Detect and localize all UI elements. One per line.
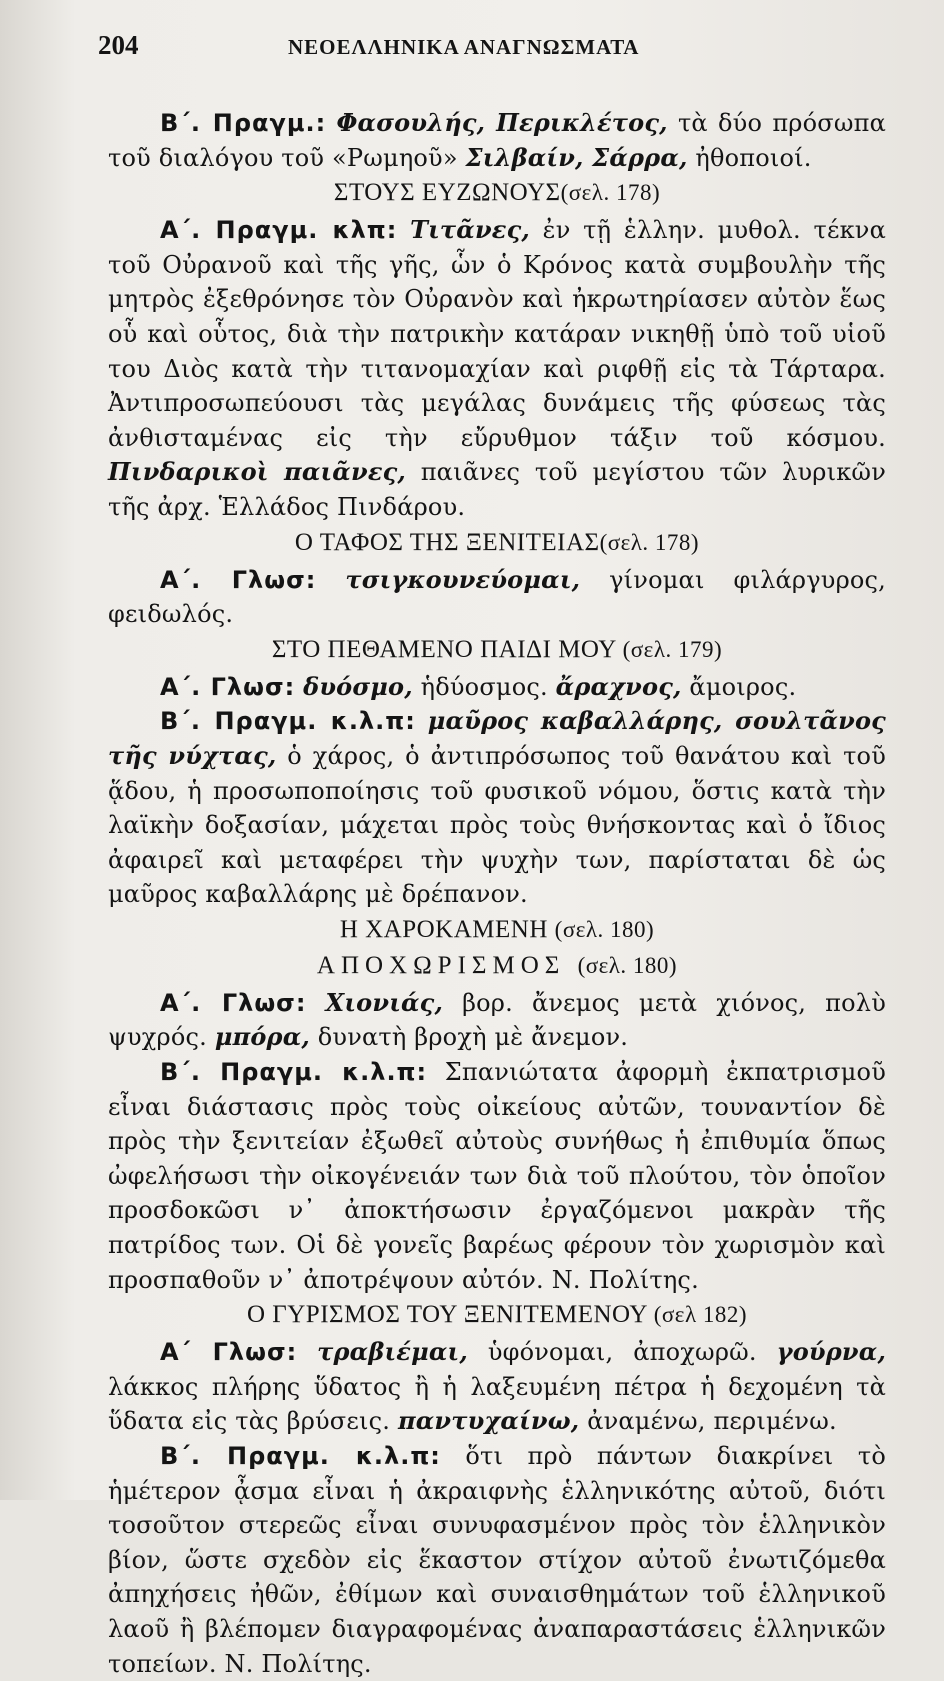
section-heading xyxy=(108,634,886,666)
entry-term: Χιονιάς, xyxy=(325,987,444,1017)
entry-text: ἀναμένω, περιμένω. xyxy=(579,1407,837,1436)
entry-text: ὁ χάρος, ὁ ἀντιπρόσωπος τοῦ θανάτου καὶ τοῦ ᾅδου, ἡ προσωποποίησις τοῦ φυσικοῦ νόμου, ὅστις κατὰ τὴν λαϊκὴν δοξασίαν, μάχεται πρὸς τοὺς θνήσκοντας καὶ ὁ ἴδιος ἀφαιρεῖ καὶ μεταφέρει τὴν ψυχὴν των, παρίσταται δὲ ὡς μαῦρος καβαλλάρης μὲ δρέπανον. xyxy=(108,741,887,909)
entry-text: τὰ δύο πρόσωπα τοῦ διαλόγου τοῦ «Ρωμηοῦ» xyxy=(108,109,886,172)
glossary-entry xyxy=(108,704,886,912)
entry-text: Σπανιώτατα ἀφορμὴ ἐκπατρισμοῦ εἶναι διάστασις πρὸς τοὺς οἰκείους αὐτῶν, τουναντίον δὲ πρὸς τὴν ξενιτείαν ἐξωθεῖ αὐτοὺς συνήθως ἡ ἐπιθυμία ὅπως ὠφελήσωσι τὴν οἰκογένειάν των διὰ τοῦ πλούτου, τὸν ὁποῖον προσδοκῶσι ν᾽ ἀποκτήσωσιν ἐργαζόμενοι μακρὰν τῆς πατρίδος των. Οἱ δὲ γονεῖς βαρέως φέρουν τὸν χωρισμὸν καὶ προσπαθοῦν ν᾽ ἀποτρέψουν αὐτόν. Ν. Πολίτης. xyxy=(108,1058,886,1294)
entry-text: βορ. ἄνεμος μετὰ χιόνος, πολὺ ψυχρός. xyxy=(108,988,886,1052)
section-title: ΣΤΟΥΣ ΕΥΖΩΝΟΥΣ xyxy=(333,179,561,207)
section-title: Η ΧΑΡΟΚΑΜΕΝΗ xyxy=(339,915,548,943)
entry-term: παντυχαίνω, xyxy=(397,1406,580,1436)
entry-label: Α΄. Γλωσ: xyxy=(160,988,307,1017)
entry-term: Πινδαρικοὶ παιᾶνες, xyxy=(108,457,406,487)
entry-label: Β΄. Πραγμ. κ.λ.π: xyxy=(160,1442,441,1470)
entry-label: Α΄. Γλωσ: xyxy=(160,672,296,701)
page-reference: (σελ. 178) xyxy=(599,529,700,555)
page-body xyxy=(108,106,886,1681)
entry-term: δυόσμο, xyxy=(303,671,413,701)
page-reference: (σελ. 178) xyxy=(560,180,661,206)
entry-term: μαῦρος καβαλλάρης, σουλτᾶνος τῆς νύχτας, xyxy=(108,706,886,770)
glossary-entry xyxy=(108,1055,886,1297)
entry-term: Φασουλής, Περικλέτος, xyxy=(336,108,668,137)
running-header xyxy=(98,30,886,70)
entry-term: Σιλβαίν, Σάρρα, xyxy=(465,142,688,172)
entry-term: Τιτᾶνες, xyxy=(410,215,530,245)
section-heading xyxy=(108,950,886,982)
entry-term: τραβιέμαι, xyxy=(317,1337,468,1367)
entry-label: Α΄. Γλωσ: xyxy=(160,565,317,594)
glossary-entry xyxy=(108,563,886,632)
entry-text: ἐν τῇ ἑλλην. μυθολ. τέκνα τοῦ Οὐρανοῦ καὶ τῆς γῆς, ὧν ὁ Κρόνος κατὰ συμβουλὴν τῆς μητρὸς ἐξεθρόνησε τὸν Οὐρανὸν καὶ ἠκρωτηρίασεν αὐτὸν ἕως οὗ καὶ οὗτος, διὰ τὴν πατρικὴν κατάραν νικηθῇ ὑπὸ τοῦ υἱοῦ του Διὸς κατὰ τὴν τιτανομαχίαν καὶ ριφθῇ εἰς τὰ Τάρταρα. Ἀντιπροσωπεύουσι τὰς μεγάλας δυνάμεις τῆς φύσεως τὰς ἀνθισταμένας εἰς τὴν εὔρυθμον τάξιν τοῦ κόσμου. xyxy=(108,216,886,452)
entry-text: ἡδύοσμος. xyxy=(412,672,556,701)
entry-label: Α΄ Γλωσ: xyxy=(160,1338,298,1367)
entry-label: Β΄. Πραγμ.: xyxy=(160,109,327,137)
page-reference: (σελ. 180) xyxy=(577,952,678,978)
entry-text: παιᾶνες τοῦ μεγίστου τῶν λυρικῶν τῆς ἀρχ. Ἑλλάδος Πινδάρου. xyxy=(108,458,886,521)
entry-term: γούρνα, xyxy=(776,1337,886,1367)
entry-term: ἄραχνος, xyxy=(555,671,682,701)
entry-label: Α΄. Πραγμ. κλπ: xyxy=(160,216,398,245)
page-number: 204 xyxy=(98,30,139,60)
running-title: ΝΕΟΕΛΛΗΝΙΚΑ ΑΝΑΓΝΩΣΜΑΤΑ xyxy=(288,35,640,59)
entry-text: ἄμοιρος. xyxy=(681,672,797,701)
entry-text: γίνομαι φιλάργυρος, φειδωλός. xyxy=(108,565,886,629)
section-heading xyxy=(108,914,886,946)
entry-text: ἠθοποιοί. xyxy=(687,143,812,172)
section-title: Ο ΓΥΡΙΣΜΟΣ ΤΟΥ ΞΕΝΙΤΕΜΕΝΟΥ xyxy=(246,1301,647,1329)
glossary-entry xyxy=(108,213,886,524)
section-heading xyxy=(108,527,886,559)
entry-term: τσιγκουνεύομαι, xyxy=(345,564,581,594)
glossary-entry xyxy=(108,106,886,175)
entry-label: Β΄. Πραγμ. κ.λ.π: xyxy=(160,1058,428,1087)
entry-text: ὅτι πρὸ πάντων διακρίνει τὸ ἡμέτερον ᾆσμα εἶναι ἡ ἀκραιφνὴς ἑλληνικότης αὐτοῦ, διότι τοσοῦτον στερεῶς εἶναι συνυφασμένον πρὸς τὸν ἑλληνικὸν βίον, ὥστε σχεδὸν εἰς ἕκαστον στίχον αὐτοῦ ἐνωτιζόμεθα ἀπηχήσεις ἠθῶν, ἐθίμων καὶ συναισθημάτων τοῦ ἑλληνικοῦ λαοῦ ἢ βλέπομεν διαγραφομένας ἀναπαραστάσεις ἑλληνικῶν τοπείων. Ν. Πολίτης. xyxy=(108,1442,886,1678)
entry-text: ὑφόνομαι, ἀποχωρῶ. xyxy=(467,1338,777,1367)
glossary-entry xyxy=(108,986,886,1055)
section-title: ΑΠΟΧΩΡΙΣΜΟΣ xyxy=(316,951,566,979)
page-reference: (σελ. 180) xyxy=(554,916,655,942)
page-reference: (σελ 182) xyxy=(653,1302,748,1328)
glossary-entry xyxy=(108,1335,886,1439)
glossary-entry xyxy=(108,670,886,705)
entry-text: λάκκος πλήρης ὕδατος ἢ ἡ λαξευμένη πέτρα ἡ δεχομένη τὰ ὕδατα εἰς τὰς βρύσεις. xyxy=(108,1372,886,1436)
section-title: Ο ΤΑΦΟΣ ΤΗΣ ΞΕΝΙΤΕΙΑΣ xyxy=(294,528,600,556)
entry-text: δυνατὴ βροχὴ μὲ ἄνεμον. xyxy=(309,1023,629,1052)
entry-label: Β΄. Πραγμ. κ.λ.π: xyxy=(160,707,416,736)
section-title: ΣΤΟ ΠΕΘΑΜΕΝΟ ΠΑΙΔΙ ΜΟΥ xyxy=(271,635,616,663)
entry-term: μπόρα, xyxy=(214,1022,310,1052)
section-heading xyxy=(108,177,886,209)
page-reference: (σελ. 179) xyxy=(622,636,723,662)
section-heading xyxy=(108,1299,886,1331)
glossary-entry xyxy=(108,1439,886,1681)
